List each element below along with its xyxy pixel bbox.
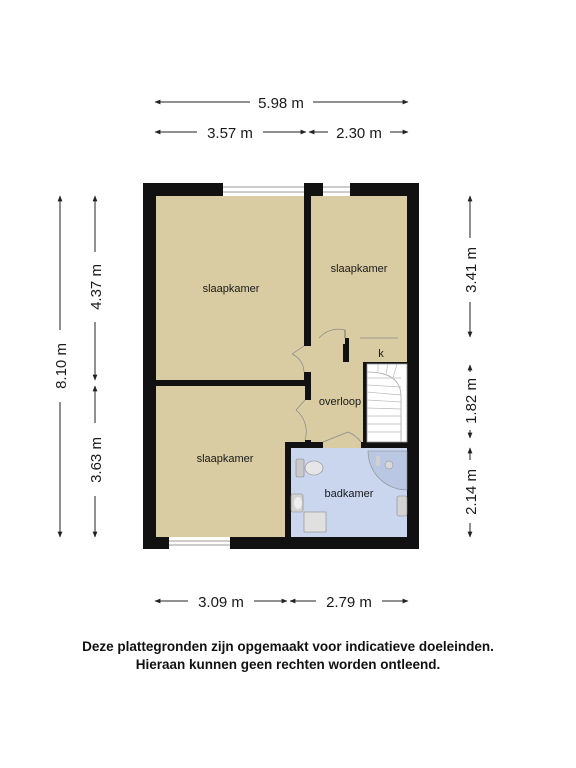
- door-closet: [349, 338, 407, 344]
- dimension-left-total: [53, 196, 70, 537]
- window-top-right: [323, 183, 350, 196]
- label-bedroom-top-left: slaapkamer: [202, 283, 260, 295]
- dimension-left-upper-label: 4.37 m: [88, 264, 105, 310]
- label-bathroom: badkamer: [324, 488, 374, 500]
- dimension-top-total: [155, 95, 408, 112]
- sink-icon: [291, 494, 303, 512]
- dimension-right-lower-label: 2.14 m: [463, 469, 480, 515]
- dimension-bottom-left: [155, 594, 287, 611]
- dimension-top-right-label: 2.30 m: [336, 125, 382, 142]
- sink-icon-right: [397, 496, 407, 516]
- window-bottom-left: [169, 537, 230, 549]
- dimension-left-total-label: 8.10 m: [53, 343, 70, 389]
- disclaimer: [0, 638, 576, 674]
- room-landing: [311, 344, 343, 442]
- label-bedroom-top-right: slaapkamer: [330, 263, 388, 275]
- window-top-left: [223, 183, 304, 196]
- disclaimer-line-1: Deze plattegronden zijn opgemaakt voor indicatieve doeleinden.: [82, 639, 494, 654]
- disclaimer-line-2: Hieraan kunnen geen rechten worden ontleend.: [135, 657, 441, 672]
- staircase: [367, 364, 407, 442]
- dimension-right-middle: [463, 365, 480, 438]
- dimension-right-upper: [463, 196, 480, 337]
- dimension-bottom-right-label: 2.79 m: [326, 594, 372, 611]
- dimension-left-lower-label: 3.63 m: [88, 437, 105, 483]
- dimension-top-left: [155, 125, 306, 142]
- dimension-right-middle-label: 1.82 m: [463, 378, 480, 424]
- dimension-bottom-right: [290, 594, 408, 611]
- dimension-left-upper: [88, 196, 105, 380]
- dimension-top-left-label: 3.57 m: [207, 125, 253, 142]
- room-bedroom-bottom-left-nook: [285, 386, 305, 442]
- label-landing: overloop: [318, 396, 362, 408]
- dimension-left-lower: [88, 386, 105, 537]
- dimension-top-total-label: 5.98 m: [258, 95, 304, 112]
- label-closet: k: [378, 348, 384, 360]
- dimension-bottom-left-label: 3.09 m: [198, 594, 244, 611]
- label-bedroom-bottom-left: slaapkamer: [196, 453, 254, 465]
- dimension-right-upper-label: 3.41 m: [463, 247, 480, 293]
- dimension-top-right: [309, 125, 408, 142]
- dimension-right-lower: [463, 448, 480, 537]
- cabinet-icon: [304, 512, 326, 532]
